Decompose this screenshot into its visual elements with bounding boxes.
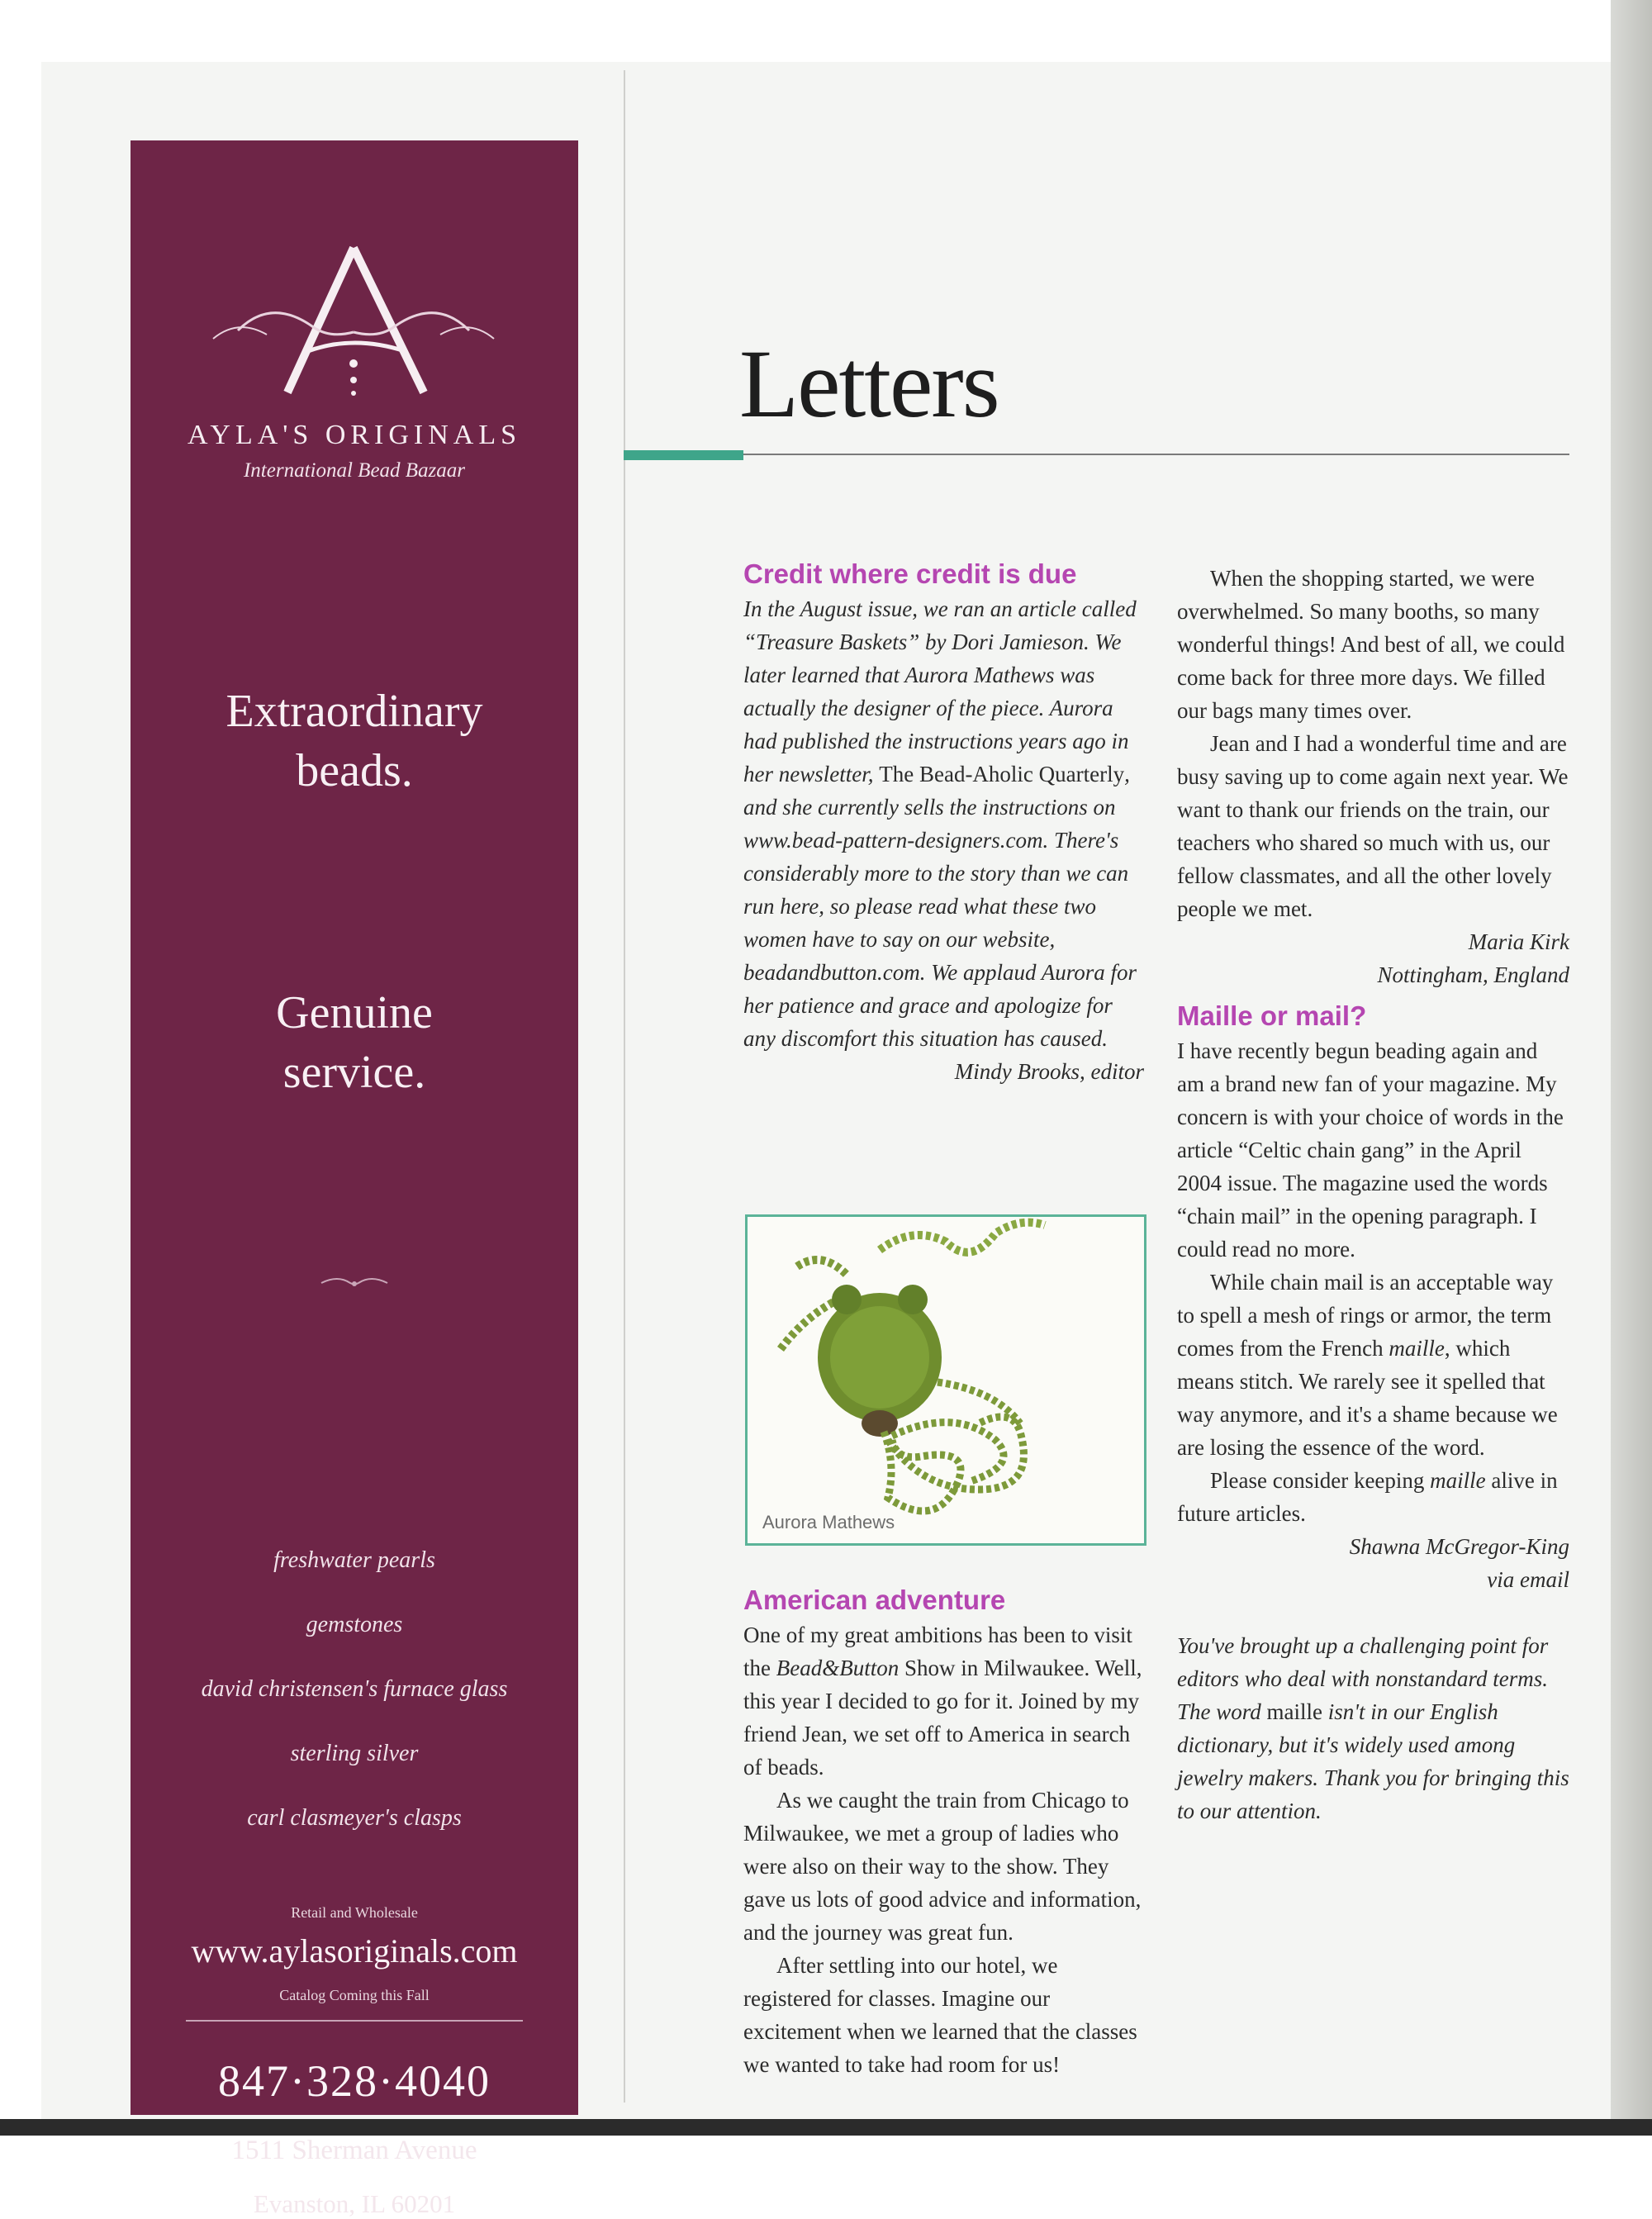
letter-american-adventure: [743, 1582, 1144, 2081]
term-word: maille: [1430, 1468, 1486, 1493]
letter-body-text: In the August issue, we ran an article called “Treasure Baskets” by Dori Jamieson. We later learned that Aurora Mathews was actually the designer of the piece. Aurora had published the instructions years ago in her newsletter,: [743, 596, 1137, 786]
ad-product-list: [131, 1528, 578, 1851]
letter-paragraph: [743, 1618, 1144, 1784]
letter-signature: Mindy Brooks, editor: [954, 1059, 1144, 1084]
page-gutter: [624, 70, 625, 2103]
ad-website-link[interactable]: www.aylasoriginals.com: [191, 1932, 518, 1970]
ad-slogan-beads: [131, 682, 578, 801]
ad-slogan-service-line2: service.: [282, 1047, 426, 1098]
ad-phone-number: 847·328·4040: [218, 2056, 491, 2106]
ad-product-item: freshwater pearls: [273, 1547, 435, 1573]
ad-product-item: carl clasmeyer's clasps: [247, 1805, 462, 1831]
letter-body: [743, 592, 1144, 1055]
ad-retail-label: Retail and Wholesale: [291, 1904, 418, 1921]
letter-body-text: While chain mail is an acceptable way to spell a mesh of rings or armor, the term comes from the French: [1177, 1270, 1554, 1361]
letter-body-text: alive in future articles.: [1177, 1468, 1558, 1526]
ad-brand-name: AYLA'S ORIGINALS: [187, 420, 522, 450]
ad-slogan-beads-line2: beads.: [296, 745, 413, 796]
ad-slogan-service-line1: Genuine: [276, 987, 433, 1038]
title-accent-bar: [624, 450, 743, 460]
letter-paragraph: As we caught the train from Chicago to Milwaukee, we met a group of ladies who were also on their way to the show. They gave us lots of good advice and information, and the journey was great fun.: [743, 1788, 1142, 1945]
letter-paragraph: After settling into our hotel, we registered for classes. Imagine our excitement when we learned that the classes we wanted to take had room for us!: [743, 1953, 1137, 2077]
editor-reply-text: You've brought up a challenging point for editors who deal with nonstandard terms. The word: [1177, 1633, 1549, 1724]
scan-bottom-edge: [0, 2119, 1652, 2136]
publication-name: The Bead-Aholic Quarterly: [879, 762, 1125, 786]
letter-heading: American adventure: [743, 1585, 1006, 1615]
show-name: Bead&Button: [776, 1656, 900, 1680]
term-word: maille: [1266, 1699, 1322, 1724]
letter-signature-name: Maria Kirk: [1468, 929, 1569, 954]
page-title: Letters: [739, 330, 999, 438]
ornament-divider-icon: [313, 1271, 396, 1295]
ad-product-item: sterling silver: [290, 1741, 419, 1766]
ad-address-city: Evanston, IL 60201: [253, 2189, 456, 2218]
letter-heading: Maille or mail?: [1177, 1000, 1367, 1031]
letter-heading: Credit where credit is due: [743, 558, 1077, 589]
editor-reply-text: isn't in our English dictionary, but it's widely used among jewelry makers. Thank you for bringing this to our attention.: [1177, 1699, 1569, 1823]
ad-divider: [186, 2020, 523, 2022]
letter-body-text: Please consider keeping: [1210, 1468, 1431, 1493]
letters-column-two: [1177, 562, 1569, 1827]
ayla-advertisement: [131, 140, 578, 2218]
letter-body-text: , and she currently sells the instructions on www.bead-pattern-designers.com. There's considerably more to the story than we can run here, so please read what these two women have to say on our website, beadandbutton.com. We applaud Aurora for her patience and grace and apologize for any discomfort this situation has caused.: [743, 762, 1137, 1051]
letter-credit: [743, 556, 1144, 1088]
ad-address-street: 1511 Sherman Avenue: [231, 2136, 477, 2165]
letter-body-text: Show in Milwaukee. Well, this year I decided to go for it. Joined by my friend Jean, we set off to America in search of beads.: [743, 1656, 1142, 1779]
letter-paragraph: I have recently begun beading again and am a brand new fan of your magazine. My concern is with your choice of words in the article “Celtic chain gang” in the April 2004 issue. The magazine used the words “chain mail” in the opening paragraph. I could read no more.: [1177, 1038, 1564, 1262]
letter-signature-name: Shawna McGregor-King: [1349, 1534, 1569, 1559]
letter-paragraph: When the shopping started, we were overwhelmed. So many booths, so many wonderful things! And best of all, we could come back for three more days. We filled our bags many times over.: [1177, 566, 1565, 723]
letter-paragraph: Jean and I had a wonderful time and are busy saving up to come again next year. We want to thank our friends on the train, our teachers who shared so much with us, our fellow classmates, and all the other lovely people we met.: [1177, 731, 1569, 921]
beaded-frog-image-icon: [748, 1217, 1144, 1543]
spacer: [1177, 1596, 1569, 1629]
term-word: maille: [1389, 1336, 1445, 1361]
editor-reply: [1177, 1629, 1569, 1827]
page-binding-edge: [1611, 0, 1652, 2136]
masthead-bleedthrough: [644, 157, 1561, 297]
ad-slogan-beads-line1: Extraordinary: [225, 686, 483, 737]
letter-paragraph: [1177, 1464, 1569, 1530]
letter-paragraph: [1177, 1266, 1569, 1464]
ayla-logo-icon: [188, 240, 519, 405]
letter-signature-place: Nottingham, England: [1377, 962, 1569, 987]
photo-credit: Aurora Mathews: [762, 1512, 895, 1532]
ad-product-item: gemstones: [306, 1612, 403, 1637]
ad-brand-subtitle: International Bead Bazaar: [243, 459, 466, 482]
ad-slogan-service: [131, 983, 578, 1102]
letter-signature-via: via email: [1487, 1567, 1569, 1592]
title-rule: [743, 454, 1569, 455]
letter-body-text: One of my great ambitions has been to visit the: [743, 1623, 1132, 1680]
ad-catalog-note: Catalog Coming this Fall: [279, 1987, 430, 2003]
ad-product-item: david christensen's furnace glass: [201, 1676, 508, 1702]
letter-body-text: , which means stitch. We rarely see it spelled that way anymore, and it's a shame because we are losing the essence of the word.: [1177, 1336, 1558, 1460]
beaded-frog-photo: [745, 1214, 1146, 1546]
